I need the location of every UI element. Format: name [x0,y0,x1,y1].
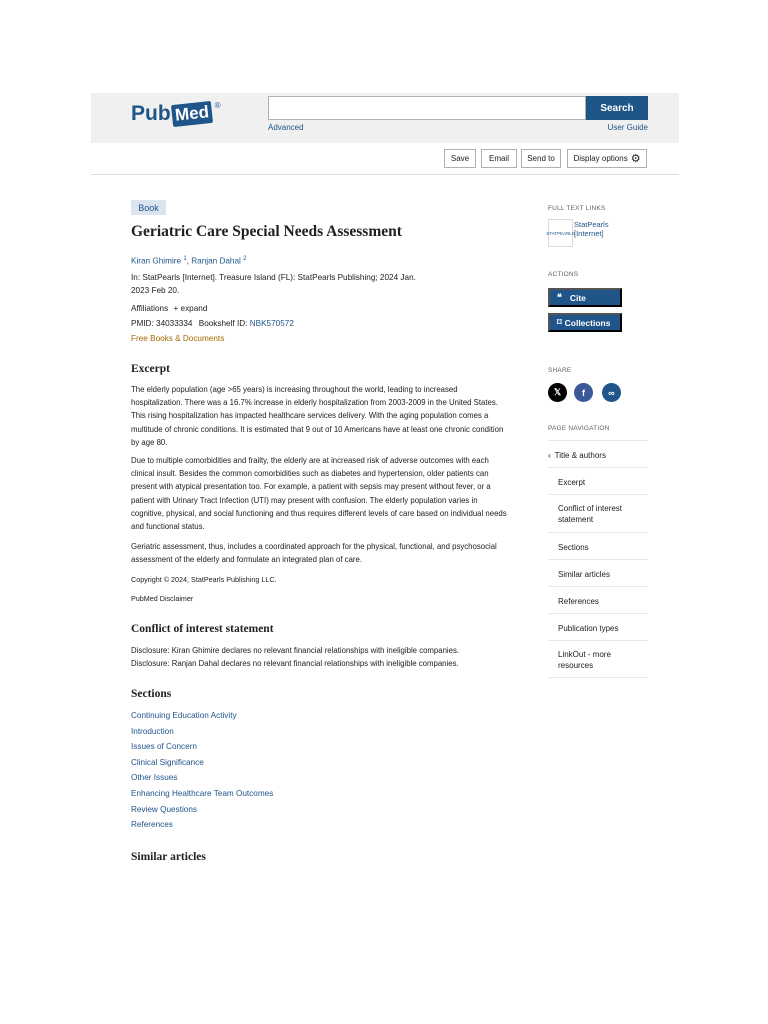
nav-item-similar[interactable]: Similar articles [548,559,648,586]
nav-item-label: Title & authors [554,451,606,460]
nav-item-title-authors[interactable] [548,440,648,467]
excerpt-paragraph: The elderly population (age >65 years) is increasing throughout the world, leading to increased hospitalization. There was a 16.7% increase in elderly hospitalization from 2003-2009 in the United States. This rising hospitalization has impacted healthcare services delivery. With the aging population comes a multitude of chronic conditions. It is estimated that 9 out of 10 Americans have at least one chronic condition by age 80. [131,385,504,447]
sections-heading: Sections [131,688,172,700]
section-link[interactable]: Other Issues [131,773,178,782]
pmid: PMID: 34033334 [131,319,193,328]
copyright-text: Copyright © 2024, StatPearls Publishing LLC. [131,575,277,584]
author-link[interactable]: Ranjan Dahal [191,256,241,266]
section-link[interactable]: Review Questions [131,805,197,814]
nav-item-linkout[interactable] [548,640,648,678]
author-list [131,253,247,268]
action-bar [91,143,679,175]
email-button[interactable]: Email [481,149,517,168]
statpearls-logo[interactable]: STATPEARLS [548,219,573,247]
chevron-left-icon: ‹ [548,451,551,460]
collections-label: Collections [564,317,611,328]
affiliations-row [131,302,207,315]
advanced-search-link[interactable]: Advanced [268,123,304,132]
save-button[interactable]: Save [444,149,476,168]
page-navigation-label: PAGE NAVIGATION [548,425,610,432]
x-twitter-icon[interactable]: 𝕏 [548,383,567,402]
search-input[interactable] [268,96,586,120]
statpearls-link-line: [Internet] [574,229,604,238]
citation [131,271,416,297]
page-title: Geriatric Care Special Needs Assessment [131,223,402,240]
section-link[interactable]: Enhancing Healthcare Team Outcomes [131,789,274,798]
section-link[interactable]: Issues of Concern [131,742,197,751]
section-link[interactable]: Introduction [131,727,174,736]
nav-item-references[interactable]: References [548,586,648,613]
nav-item-excerpt[interactable]: Excerpt [548,467,648,494]
display-options-button[interactable] [567,149,647,168]
quote-icon: ❝ [557,292,562,302]
logo-text-pub: Pub [131,102,171,125]
conflict-heading: Conflict of interest statement [131,623,274,635]
section-link[interactable]: References [131,820,173,829]
pubmed-disclaimer-link[interactable]: PubMed Disclaimer [131,594,194,603]
nav-item-label: Conflict of interest [558,504,623,513]
facebook-icon[interactable]: f [574,383,593,402]
nav-item-label: LinkOut - more [558,650,611,659]
pubmed-logo[interactable] [131,99,221,129]
author-link[interactable]: Kiran Ghimire [131,256,182,266]
nav-item-publication-types[interactable]: Publication types [548,613,648,640]
excerpt-paragraph: Due to multiple comorbidities and frailty, the elderly are at increased risk of adverse outcomes with each clinical insult. Besides the common comorbidities such as diabetes and hypertension, older patients can present with atypical presentation too. For example, a patient with sepsis may present without fever, or a patient with Urinary Tract Infection (UTI) may present with confusion. The elderly population varies in cognitive, physical, and social functioning and thus requires different levels of care based on individual needs and functional status. [131,456,507,532]
section-link[interactable]: Clinical Significance [131,758,204,767]
affiliations-label: Affiliations [131,304,169,313]
author-affiliation-sup[interactable]: 2 [243,256,247,262]
search-button[interactable]: Search [586,96,648,120]
logo-registered-mark: ® [214,101,221,110]
nav-item-sections[interactable]: Sections [548,532,648,559]
expand-affiliations-toggle[interactable]: + expand [173,304,208,313]
display-options-label: Display options [573,154,628,163]
share-label: SHARE [548,367,572,374]
excerpt-heading: Excerpt [131,363,170,375]
conflict-disclosure: Disclosure: Kiran Ghimire declares no relevant financial relationships with ineligible companies. [131,646,460,655]
bookshelf-id-link[interactable]: NBK570572 [249,319,294,328]
statpearls-link-line: StatPearls [574,220,609,229]
nav-item-label: statement [558,515,594,524]
citation-line: In: StatPearls [Internet]. Treasure Island (FL): StatPearls Publishing; 2024 Jan. [131,273,416,282]
send-to-button[interactable]: Send to [521,149,561,168]
author-separator: , [186,256,192,266]
book-badge: Book [131,200,166,215]
nav-item-conflict[interactable] [548,494,648,532]
user-guide-link[interactable]: User Guide [607,123,648,132]
bookshelf-label: Bookshelf ID: [198,319,248,328]
citation-line: 2023 Feb 20. [131,286,180,295]
similar-articles-heading: Similar articles [131,851,206,863]
excerpt-paragraph: Geriatric assessment, thus, includes a coordinated approach for the physical, functional, and psychosocial assessment of the elderly and formulate an integrated plan of care. [131,542,497,565]
statpearls-link[interactable] [574,220,609,238]
cite-label: Cite [569,292,586,303]
free-books-badge[interactable]: Free Books & Documents [131,334,225,343]
full-text-links-label: FULL TEXT LINKS [548,205,606,212]
author-affiliation-sup[interactable]: 1 [183,256,187,262]
actions-label: ACTIONS [548,271,579,278]
section-link[interactable]: Continuing Education Activity [131,711,237,720]
conflict-disclosure: Disclosure: Ranjan Dahal declares no relevant financial relationships with ineligible companies. [131,659,459,668]
identifiers-row [131,317,294,330]
gear-icon: ⚙ [630,153,641,165]
logo-text-med: Med [171,101,213,127]
nav-item-label: resources [558,661,594,670]
site-header [91,93,679,143]
bookmark-icon: ⌑ [557,317,562,327]
collections-button[interactable] [548,313,622,332]
permalink-icon[interactable]: ∞ [602,383,621,402]
cite-button[interactable] [548,288,622,307]
